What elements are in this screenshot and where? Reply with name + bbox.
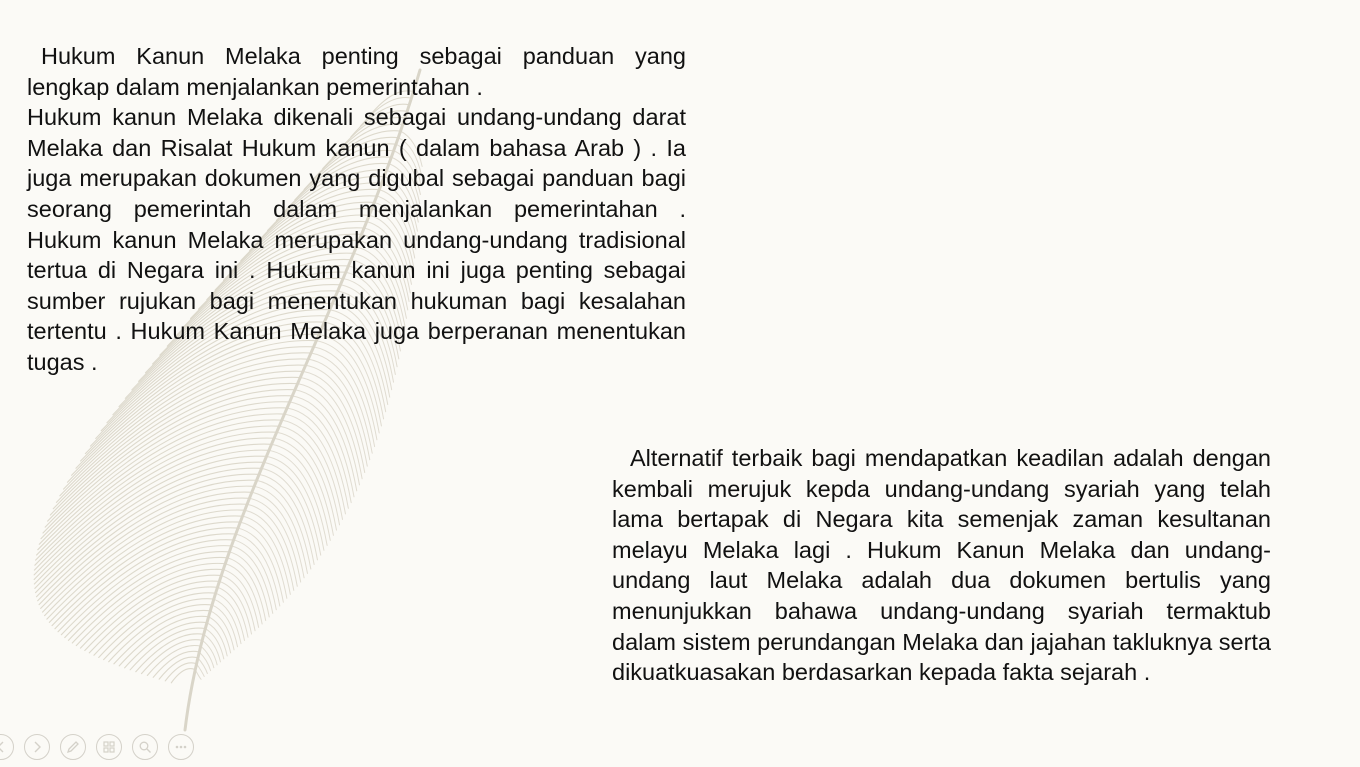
paragraph-alternatif <box>612 443 1271 688</box>
paragraph-alternatif-text: Alternatif terbaik bagi mendapatkan keadilan adalah dengan kembali merujuk kepda undang-undang syariah yang telah lama bertapak di Negara kita semenjak zaman kesultanan melayu Melaka lagi . Hukum Kanun Melaka dan undang-undang laut Melaka adalah dua dokumen bertulis yang menunjukkan bahawa undang-undang syariah termaktub dalam sistem perundangan Melaka dan jajahan takluknya serta dikuatkuasakan berdasarkan kepada fakta sejarah . <box>612 445 1271 686</box>
pen-button[interactable] <box>60 734 86 760</box>
zoom-button[interactable] <box>132 734 158 760</box>
slides-grid-button[interactable] <box>96 734 122 760</box>
slides-grid-icon <box>102 740 116 754</box>
more-options-button[interactable] <box>168 734 194 760</box>
zoom-icon <box>138 740 152 754</box>
slideshow-toolbar <box>0 734 194 762</box>
paragraph-intro <box>27 41 686 102</box>
pen-icon <box>66 740 80 754</box>
text-block-hukum-kanun <box>27 41 686 378</box>
previous-slide-button[interactable] <box>0 734 14 760</box>
next-slide-button[interactable] <box>24 734 50 760</box>
paragraph-body: Hukum kanun Melaka dikenali sebagai undang-undang darat Melaka dan Risalat Hukum kanun ( dalam bahasa Arab ) . Ia juga merupakan dokumen yang digubal sebagai panduan bagi seorang pemerintah dalam menjalankan pemerintahan . Hukum kanun Melaka merupakan undang-undang tradisional tertua di Negara ini . Hukum kanun ini juga penting sebagai sumber rujukan bagi menentukan hukuman bagi kesalahan tertentu . Hukum Kanun Melaka juga berperanan menentukan tugas . <box>27 104 686 375</box>
text-block-alternatif <box>612 443 1271 688</box>
paragraph-intro-text: Hukum Kanun Melaka penting sebagai panduan yang lengkap dalam menjalankan pemerintahan . <box>27 43 686 100</box>
previous-icon <box>0 740 8 754</box>
next-icon <box>30 740 44 754</box>
more-options-icon <box>174 740 188 754</box>
